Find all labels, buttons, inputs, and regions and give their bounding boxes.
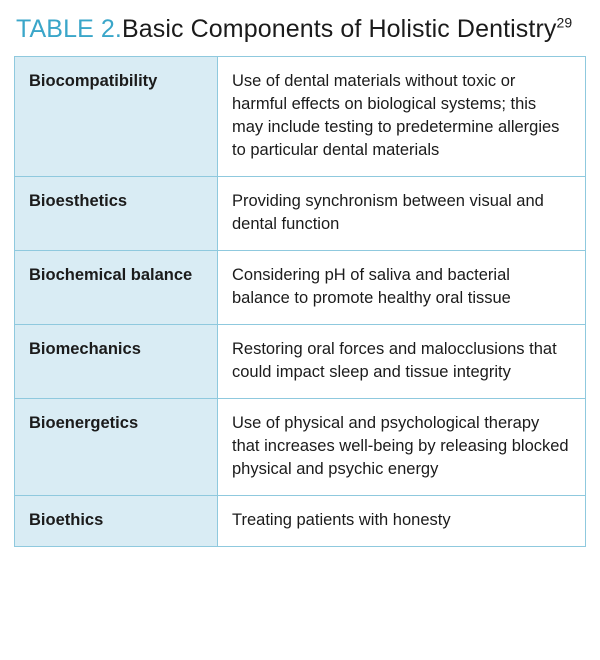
component-term: Biomechanics [15,325,218,399]
component-description: Providing synchronism between visual and dental function [218,177,586,251]
holistic-dentistry-components-table [14,56,586,547]
table-row [15,399,586,496]
component-description: Treating patients with honesty [218,496,586,547]
component-term: Bioesthetics [15,177,218,251]
component-description: Use of physical and psychological therapy that increases well-being by releasing blocked physical and psychic energy [218,399,586,496]
component-term: Biochemical balance [15,251,218,325]
component-term: Biocompatibility [15,57,218,177]
component-term: Bioethics [15,496,218,547]
table-title: Basic Components of Holistic Dentistry [121,15,557,43]
table-row [15,325,586,399]
component-term: Bioenergetics [15,399,218,496]
table-caption [16,14,586,44]
table-row [15,177,586,251]
table-row [15,57,586,177]
table-number-label: TABLE 2. [16,15,122,43]
reference-superscript: 29 [556,14,573,31]
component-description: Considering pH of saliva and bacterial balance to promote healthy oral tissue [218,251,586,325]
component-description: Use of dental materials without toxic or harmful effects on biological systems; this may include testing to predetermine allergies to particular dental materials [218,57,586,177]
table-row [15,251,586,325]
table-row [15,496,586,547]
component-description: Restoring oral forces and malocclusions that could impact sleep and tissue integrity [218,325,586,399]
